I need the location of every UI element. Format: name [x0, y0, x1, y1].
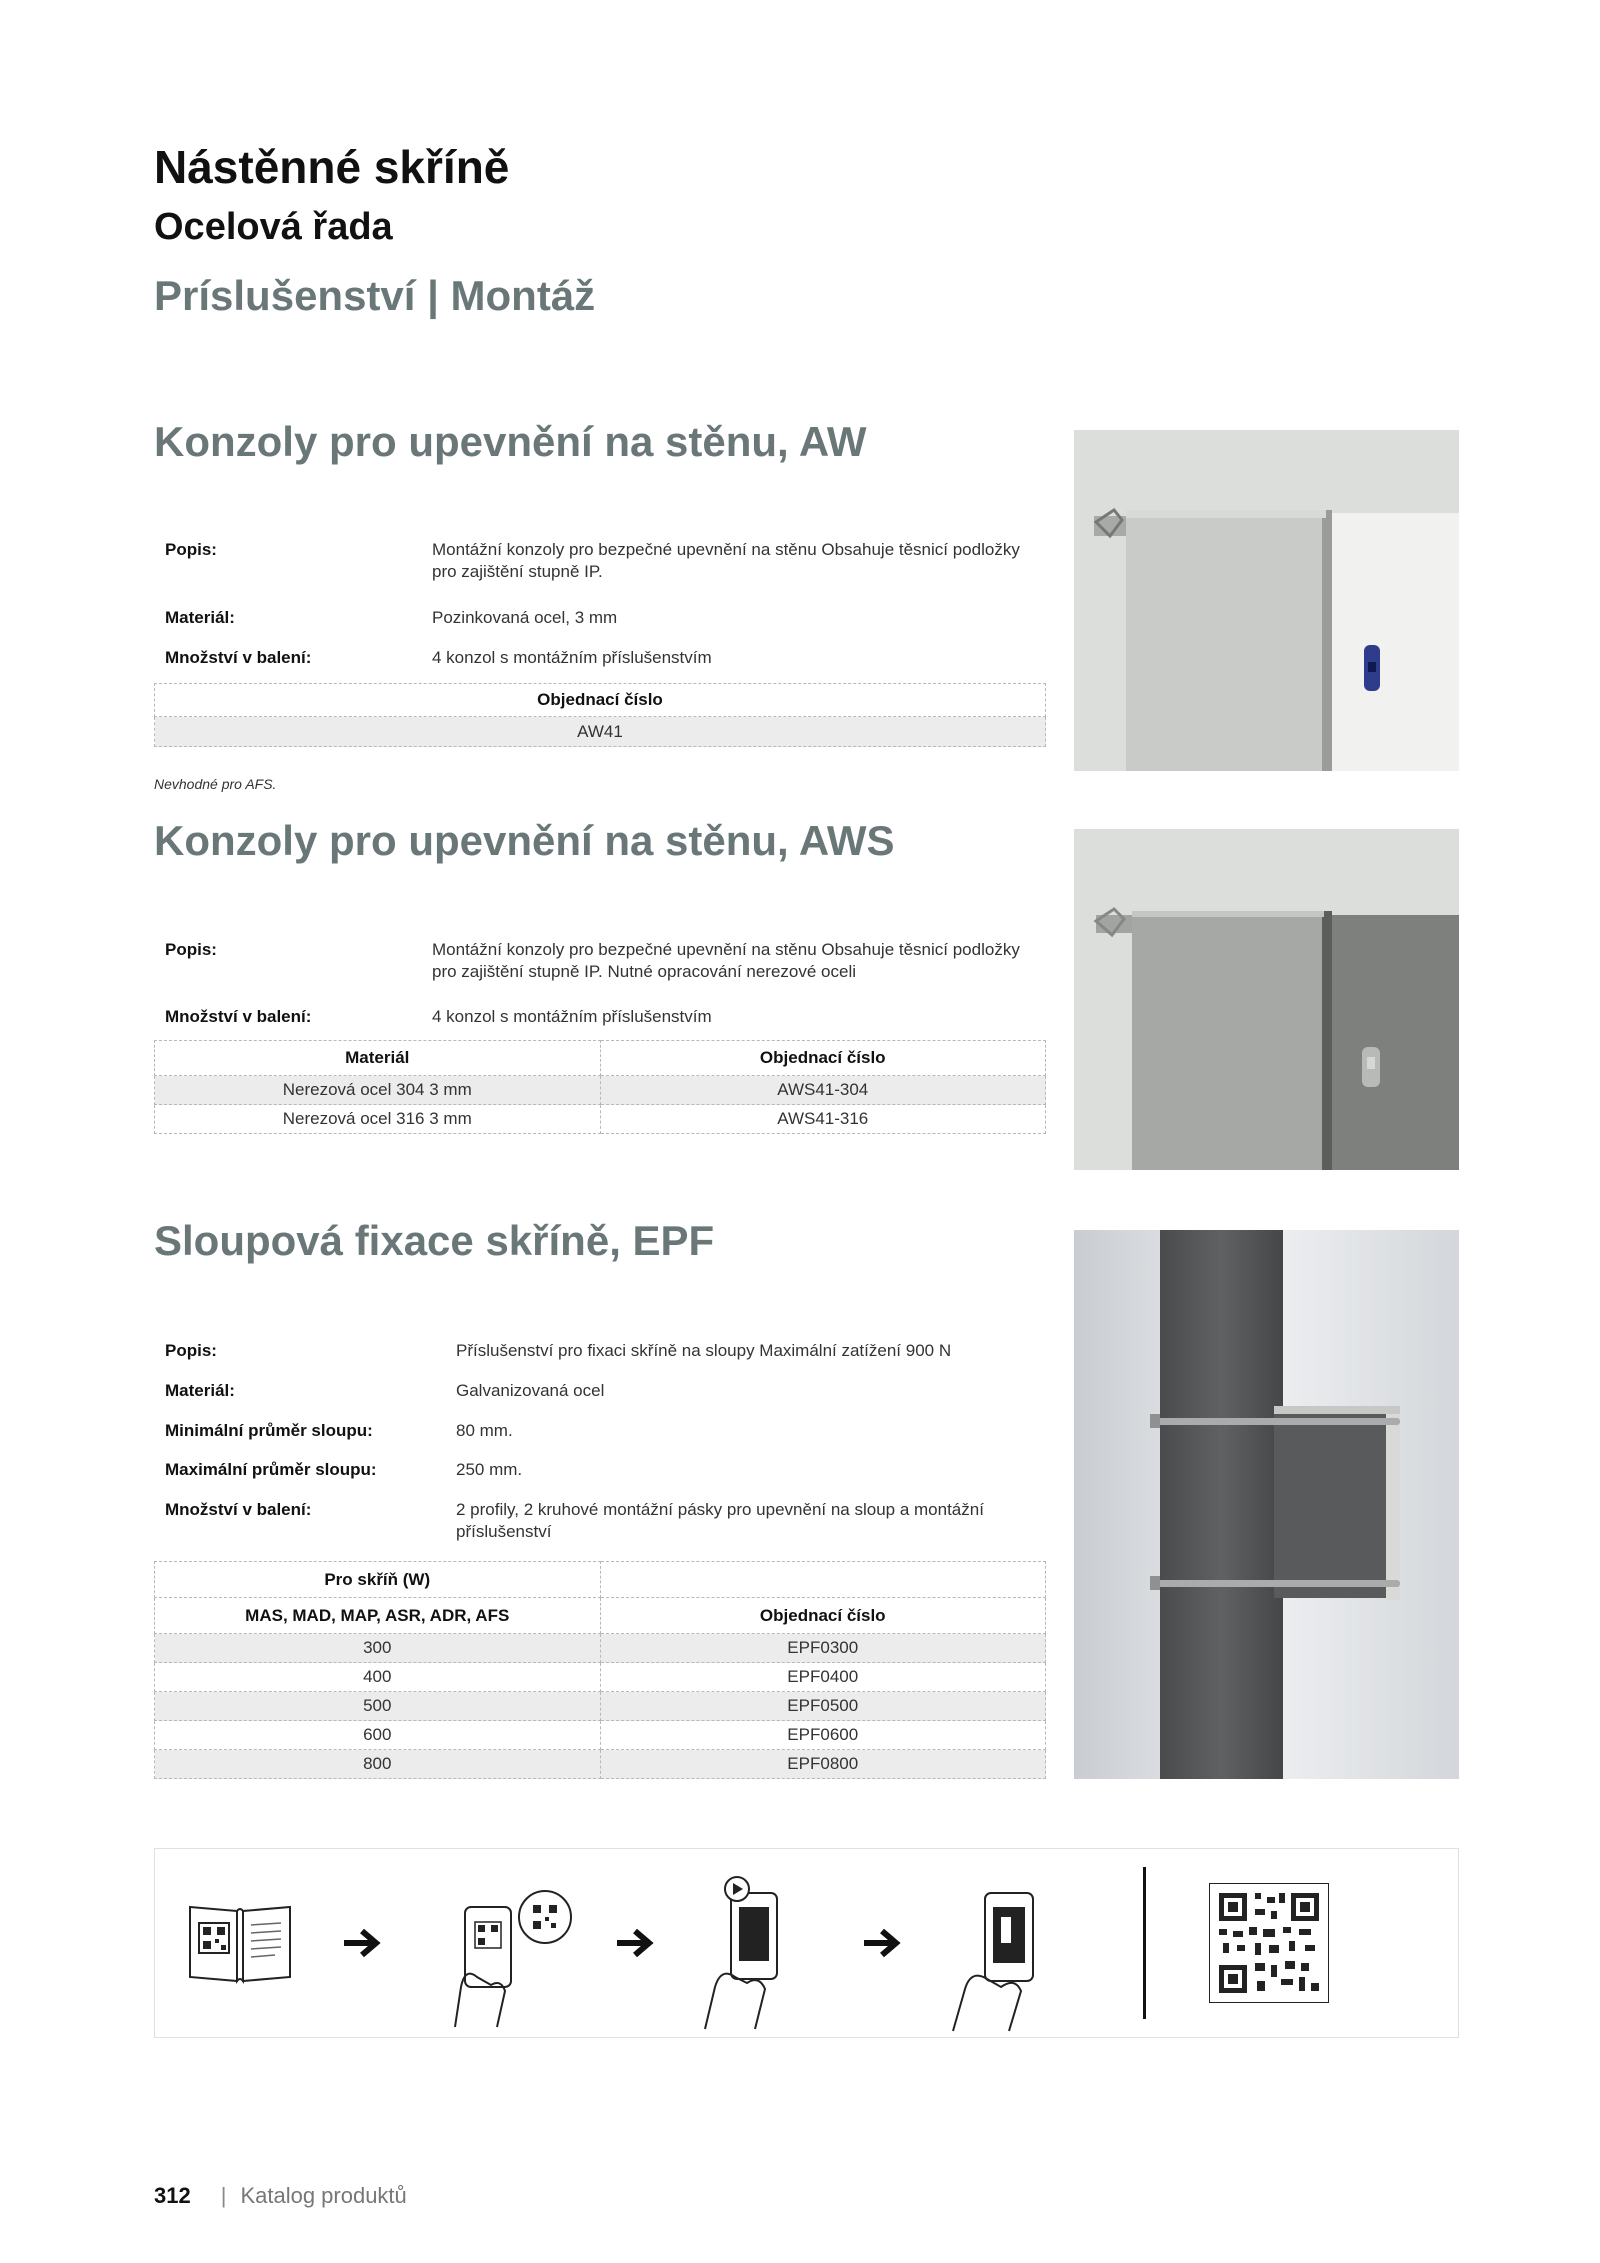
table-cell: EPF0600 — [600, 1721, 1046, 1750]
table-cell: EPF0400 — [600, 1663, 1046, 1692]
table-header: Objednací číslo — [600, 1041, 1046, 1076]
section-title-aws: Konzoly pro upevnění na stěnu, AWS — [154, 817, 895, 864]
table-header-row — [155, 1598, 1046, 1634]
table-cell: AWS41-304 — [600, 1076, 1046, 1105]
spec-value: Příslušenství pro fixaci skříně na sloupy Maximální zatížení 900 N — [456, 1341, 952, 1360]
phone-video-icon — [685, 1869, 805, 2039]
table-header-row — [155, 1562, 1046, 1598]
phone-in-hand-icon — [935, 1871, 1065, 2041]
table-row — [155, 717, 1046, 747]
book-qr-icon — [185, 1897, 295, 1992]
table-cell: EPF0800 — [600, 1750, 1046, 1779]
spec-value: Galvanizovaná ocel — [456, 1381, 605, 1400]
table-cell: 400 — [155, 1663, 601, 1692]
table-header-row — [155, 684, 1046, 717]
table-row — [155, 1692, 1046, 1721]
product-photo-epf — [1074, 1230, 1459, 1779]
spec-value: 250 mm. — [456, 1460, 523, 1479]
catalog-label: Katalog produktů — [240, 2183, 407, 2208]
spec-value: Pozinkovaná ocel, 3 mm — [432, 608, 618, 627]
footer-separator: | — [220, 2183, 227, 2208]
spec-label: Množství v balení: — [165, 1500, 312, 1519]
section-title-aw: Konzoly pro upevnění na stěnu, AW — [154, 418, 867, 465]
spec-label: Materiál: — [165, 608, 235, 627]
table-header-row — [155, 1041, 1046, 1076]
divider — [1143, 1867, 1146, 2019]
spec-value: 80 mm. — [456, 1421, 513, 1440]
table-cell: EPF0300 — [600, 1634, 1046, 1663]
table-header: Objednací číslo — [155, 684, 1046, 717]
product-photo-aw — [1074, 430, 1459, 771]
table-row — [155, 1721, 1046, 1750]
table-header: MAS, MAD, MAP, ASR, ADR, AFS — [155, 1598, 601, 1634]
spec-label: Množství v balení: — [165, 648, 312, 667]
table-cell: 800 — [155, 1750, 601, 1779]
page-section-title: Príslušenství | Montáž — [154, 272, 596, 319]
spec-label: Minimální průměr sloupu: — [165, 1421, 373, 1440]
order-table-aw — [154, 683, 1046, 747]
arrow-right-icon — [860, 1927, 904, 1964]
table-cell: AWS41-316 — [600, 1105, 1046, 1134]
table-cell: 300 — [155, 1634, 601, 1663]
page-title: Nástěnné skříně — [154, 141, 510, 193]
table-cell: EPF0500 — [600, 1692, 1046, 1721]
spec-value: 4 konzol s montážním příslušenstvím — [432, 1007, 712, 1026]
phone-scan-qr-icon — [435, 1867, 575, 2037]
spec-label: Maximální průměr sloupu: — [165, 1460, 377, 1479]
page-number: 312 — [154, 2183, 191, 2208]
spec-label: Popis: — [165, 540, 217, 559]
table-header-empty — [600, 1562, 1046, 1598]
table-cell: Nerezová ocel 316 3 mm — [155, 1105, 601, 1134]
spec-value: Montážní konzoly pro bezpečné upevnění na stěnu Obsahuje těsnicí podložky pro zajištění stupně IP. Nutné opracování nerezové oceli — [432, 940, 1020, 981]
table-cell: 600 — [155, 1721, 601, 1750]
table-group-header: Pro skříň (W) — [155, 1562, 601, 1598]
spec-label: Množství v balení: — [165, 1007, 312, 1026]
table-header: Materiál — [155, 1041, 601, 1076]
table-cell: 500 — [155, 1692, 601, 1721]
section-title-epf: Sloupová fixace skříně, EPF — [154, 1217, 715, 1264]
table-cell: Nerezová ocel 304 3 mm — [155, 1076, 601, 1105]
spec-value: 4 konzol s montážním příslušenstvím — [432, 648, 712, 667]
product-photo-aws — [1074, 829, 1459, 1170]
table-row — [155, 1750, 1046, 1779]
table-cell: AW41 — [155, 717, 1046, 747]
page-subtitle: Ocelová řada — [154, 206, 393, 248]
table-header: Objednací číslo — [600, 1598, 1046, 1634]
order-table-epf — [154, 1561, 1046, 1779]
spec-label: Popis: — [165, 1341, 217, 1360]
table-row — [155, 1634, 1046, 1663]
table-row — [155, 1663, 1046, 1692]
order-table-aws — [154, 1040, 1046, 1134]
spec-value: Montážní konzoly pro bezpečné upevnění na stěnu Obsahuje těsnicí podložky pro zajištění stupně IP. — [432, 540, 1020, 581]
qr-code-icon — [1209, 1883, 1329, 2008]
note-text: Nevhodné pro AFS. — [154, 776, 277, 792]
arrow-right-icon — [613, 1927, 657, 1964]
table-row — [155, 1105, 1046, 1134]
spec-label: Popis: — [165, 940, 217, 959]
arrow-right-icon — [340, 1927, 384, 1964]
qr-instructions-panel — [154, 1848, 1459, 2038]
page-footer — [154, 2183, 407, 2209]
spec-label: Materiál: — [165, 1381, 235, 1400]
table-row — [155, 1076, 1046, 1105]
spec-value: 2 profily, 2 kruhové montážní pásky pro upevnění na sloup a montážní příslušenství — [456, 1500, 984, 1541]
